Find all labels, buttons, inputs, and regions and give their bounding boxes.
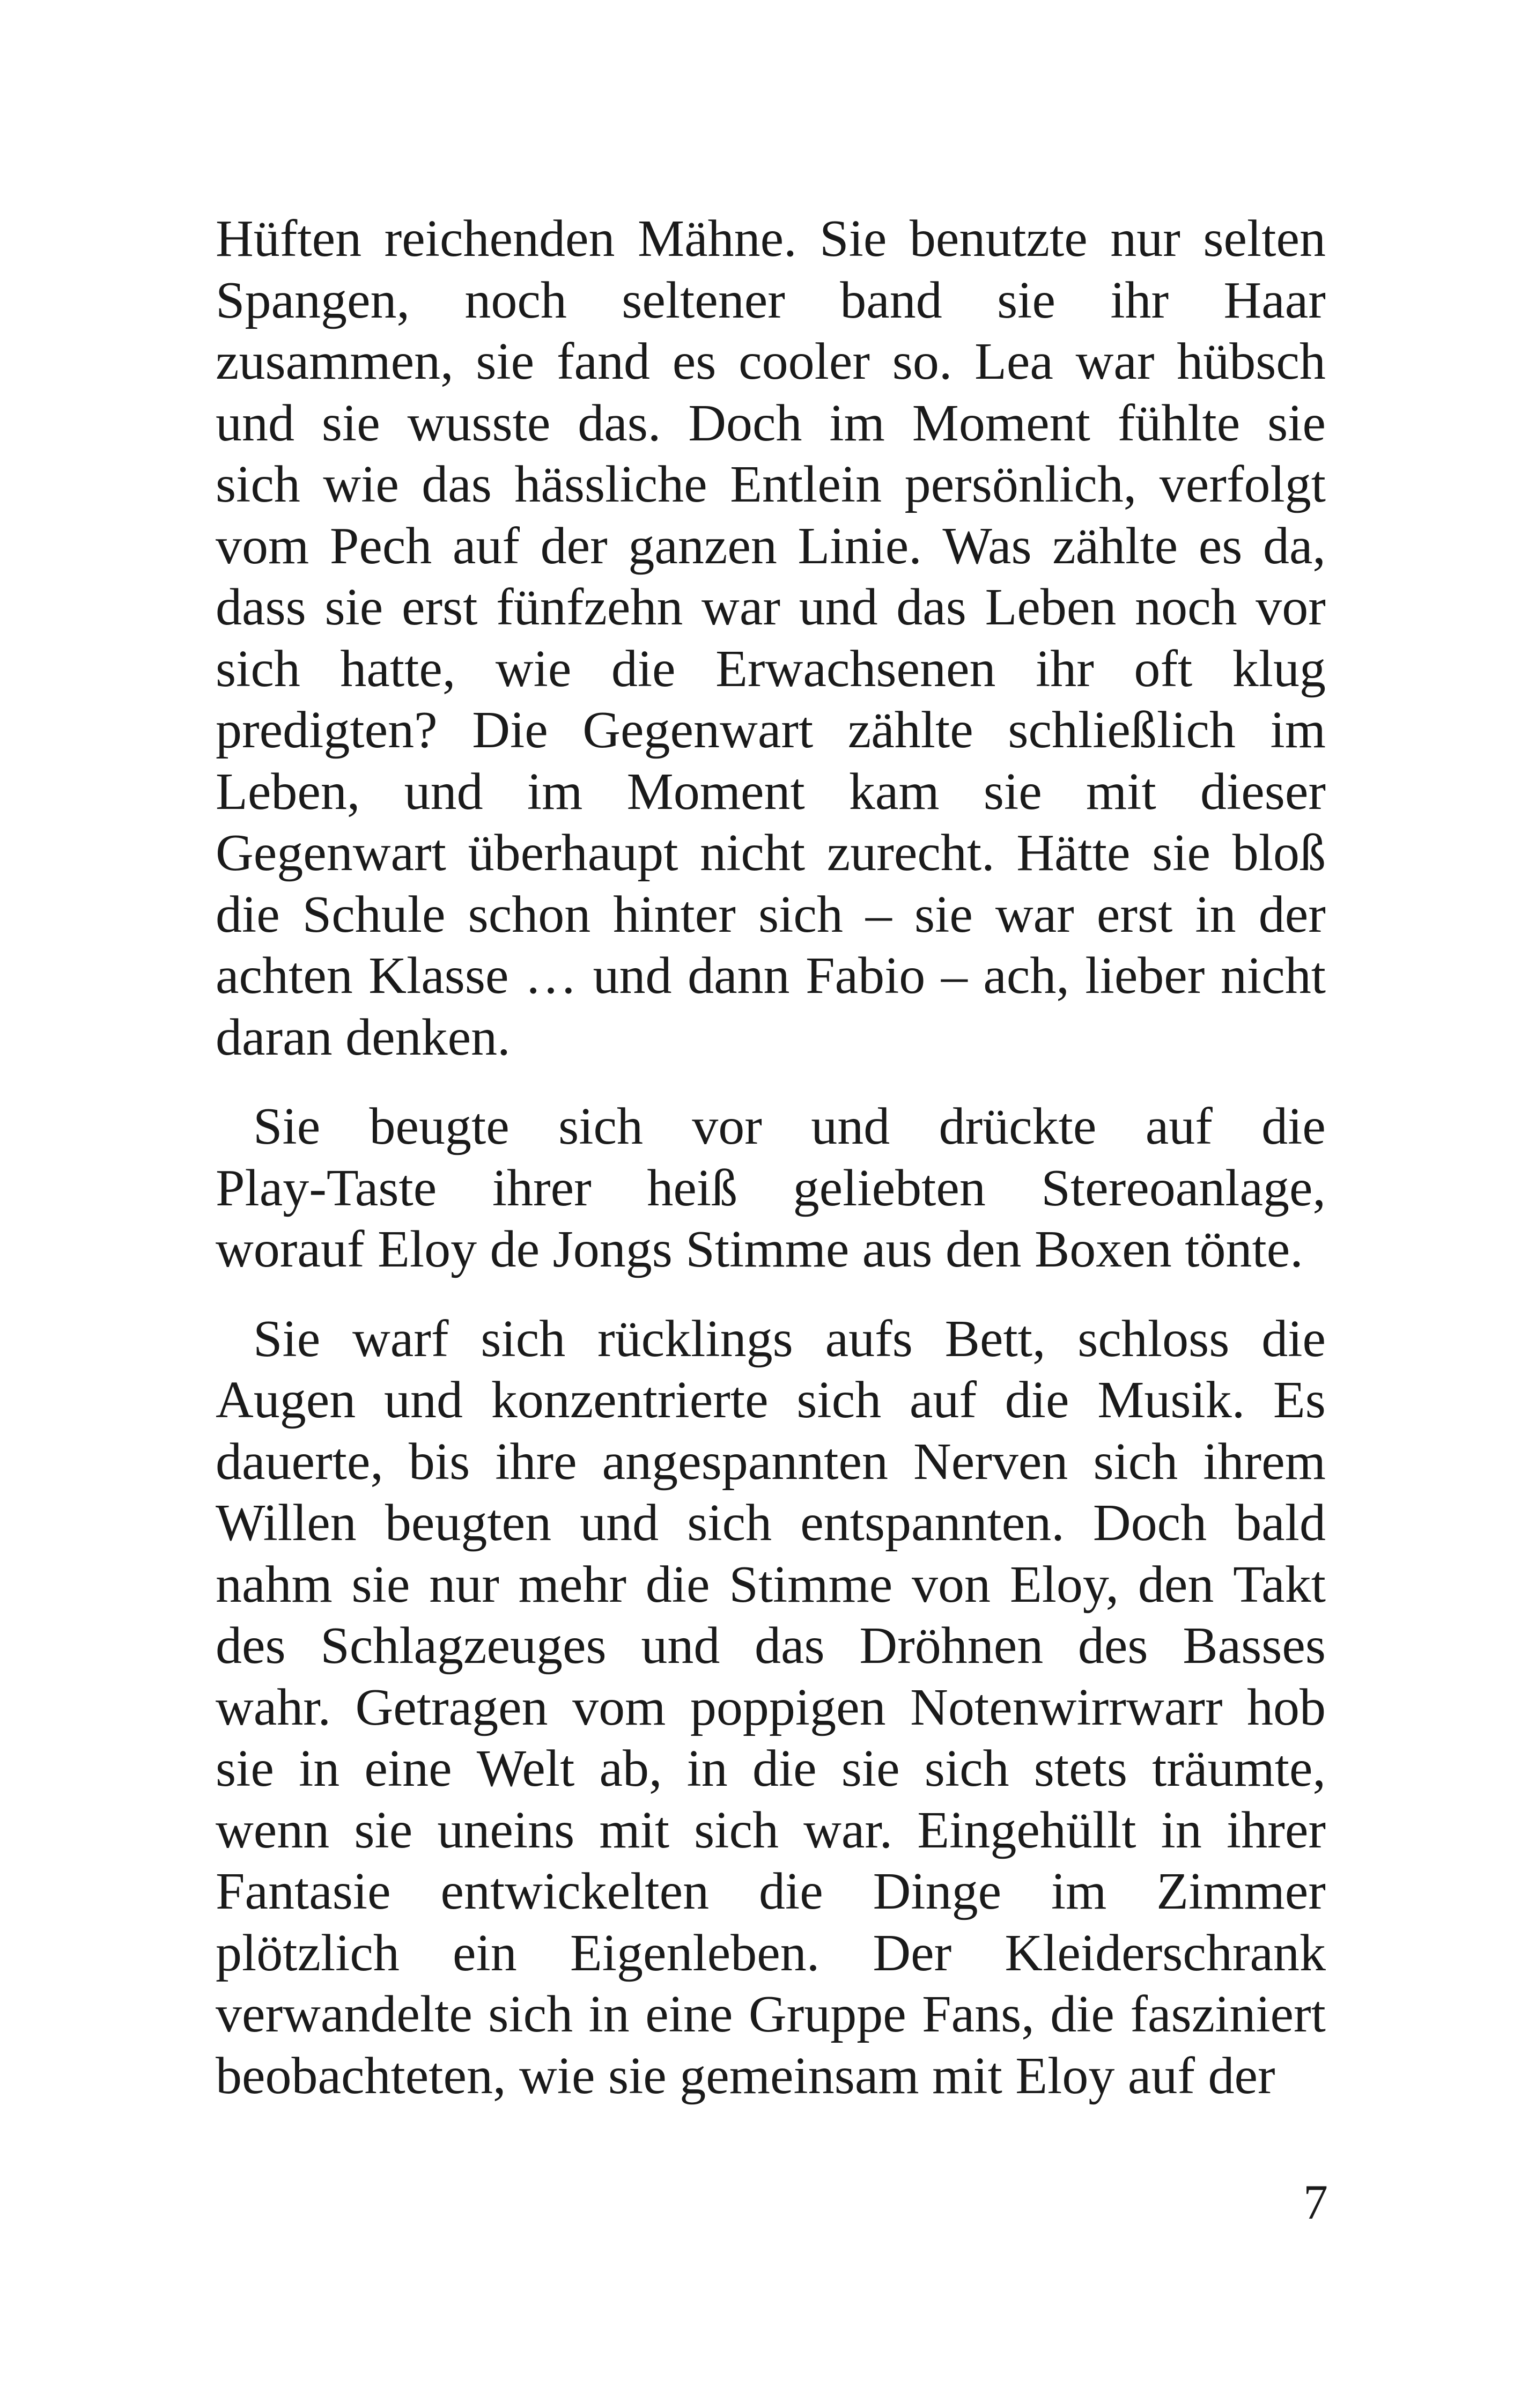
text-line: und sie wusste das. Doch im Moment fühlte sie	[216, 394, 1326, 452]
text-line: vom Pech auf der ganzen Linie. Was zählte es da,	[216, 517, 1326, 575]
text-line: die Schule schon hinter sich – sie war erst in der	[216, 885, 1326, 944]
text-line: Gegenwart überhaupt nicht zurecht. Hätte sie bloß	[216, 824, 1326, 882]
text-line: achten Klasse … und dann Fabio – ach, lieber nicht	[216, 947, 1326, 1005]
text-line: nahm sie nur mehr die Stimme von Eloy, den Takt	[216, 1555, 1326, 1614]
text-line: Fantasie entwickelten die Dinge im Zimmer	[216, 1862, 1326, 1920]
text-line: Play-Taste ihrer heiß geliebten Stereoanlage,	[216, 1159, 1326, 1217]
text-line: Willen beugten und sich entspannten. Doch bald	[216, 1494, 1326, 1552]
text-line: Leben, und im Moment kam sie mit dieser	[216, 762, 1326, 821]
text-line: des Schlagzeuges und das Dröhnen des Basses	[216, 1617, 1326, 1675]
text-line: Sie beugte sich vor und drückte auf die	[253, 1098, 1326, 1155]
text-line: plötzlich ein Eigenleben. Der Kleiderschrank	[216, 1924, 1326, 1982]
text-line: Sie warf sich rücklings aufs Bett, schloss die	[253, 1309, 1326, 1368]
text-line: Augen und konzentrierte sich auf die Musik. Es	[216, 1371, 1326, 1429]
text-line: dauerte, bis ihre angespannten Nerven sich ihrem	[216, 1432, 1326, 1491]
text-line: beobachteten, wie sie gemeinsam mit Eloy auf der	[216, 2046, 1275, 2105]
text-line: wahr. Getragen vom poppigen Notenwirrwarr hob	[216, 1678, 1326, 1736]
text-line: sich hatte, wie die Erwachsenen ihr oft klug	[216, 639, 1326, 698]
paragraph	[216, 1096, 1326, 1280]
text-line: sie in eine Welt ab, in die sie sich stets träumte,	[216, 1740, 1326, 1798]
text-line: worauf Eloy de Jongs Stimme aus den Boxen tönte.	[216, 1220, 1303, 1278]
text-line: sich wie das hässliche Entlein persönlich, verfolgt	[216, 455, 1326, 513]
text-line: wenn sie uneins mit sich war. Eingehüllt in ihrer	[216, 1801, 1326, 1859]
paragraph	[216, 208, 1326, 1068]
text-line: predigten? Die Gegenwart zählte schließlich im	[216, 701, 1326, 759]
body-text	[216, 208, 1326, 2107]
text-line: zusammen, sie fand es cooler so. Lea war hübsch	[216, 333, 1326, 391]
text-line: daran denken.	[216, 1008, 511, 1066]
paragraph	[216, 1308, 1326, 2107]
text-line: verwandelte sich in eine Gruppe Fans, die fasziniert	[216, 1985, 1326, 2043]
text-line: Hüften reichenden Mähne. Sie benutzte nur selten	[216, 210, 1326, 268]
page-number: 7	[1303, 2175, 1328, 2229]
text-line: Spangen, noch seltener band sie ihr Haar	[216, 271, 1326, 329]
text-line: dass sie erst fünfzehn war und das Leben noch vor	[216, 578, 1326, 636]
